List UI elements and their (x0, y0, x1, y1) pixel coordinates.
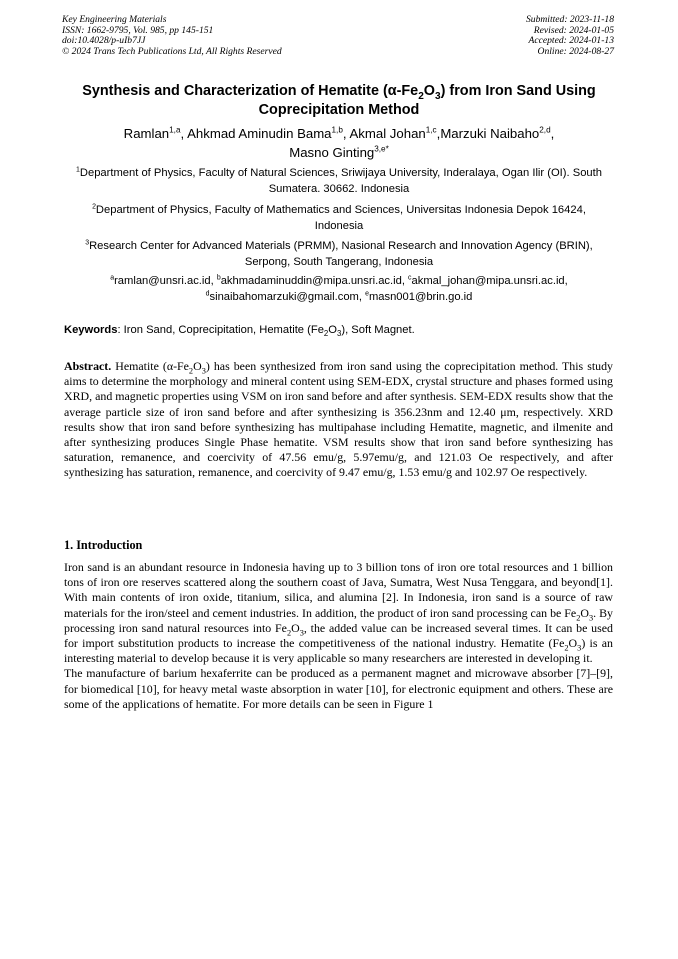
email: $^c$akmal_johan@mipa.unsri.ac.id, (408, 274, 568, 287)
header-left (62, 15, 282, 57)
running-header (62, 15, 614, 57)
author: Masno Ginting$^{3,e*}$ (289, 144, 389, 160)
section-heading-introduction: 1. Introduction (64, 538, 143, 552)
affiliation-2: $^2$Department of Physics, Faculty of Mathematics and Sciences, Universitas Indonesia Depok 16424, Indonesia (92, 203, 586, 232)
header-right (526, 15, 614, 57)
introduction-body (64, 560, 613, 712)
accepted-date: Accepted: 2024-01-13 (528, 35, 614, 47)
revised-date: Revised: 2024-01-05 (533, 24, 614, 36)
email: $^e$masn001@brin.go.id (365, 289, 473, 303)
email: $^d$sinaibahomarzuki@gmail.com, (205, 289, 366, 303)
keywords-line: Keywords: Iron Sand, Coprecipitation, Hematite $(Fe_2O_3)$, Soft Magnet. (64, 324, 415, 339)
author: Marzuki Naibaho$^{2,d}$, (440, 125, 555, 141)
journal-name: Key Engineering Materials (62, 14, 167, 25)
online-date: Online: 2024-08-27 (537, 45, 614, 57)
email: $^b$akhmadaminuddin@mipa.unsri.ac.id, (216, 274, 409, 287)
author: Akmal Johan$^{1,c}$, (349, 125, 441, 141)
issn-line: ISSN: 1662-9795, Vol. 985, pp 145-151 (62, 24, 214, 36)
abstract-label: Abstract. (64, 359, 112, 373)
paragraph: The manufacture of barium hexaferrite can be produced as a permanent magnet and microwave absorber [7]–[9], for biomedical [10], for heavy metal waste absorption in water [10], for electronic equipment and others. These are some of the applications of hematite. For more details can be seen in Figure 1 (64, 666, 613, 711)
affiliation-3: $^3$Research Center for Advanced Materials (PRMM), Nasional Research and Innovation Agency (BRIN), Serpong, South Tangerang, Indonesia (85, 239, 593, 268)
author-emails (70, 274, 608, 305)
author: Ramlan$^{1,a}$, (123, 125, 188, 141)
doi-line: doi:10.4028/p-uIb7JJ (62, 35, 146, 47)
copyright-line: © 2024 Trans Tech Publications Ltd, All Rights Reserved (62, 45, 282, 57)
keywords-label: Keywords (64, 324, 118, 336)
author: Ahkmad Aminudin Bama$^{1,b}$, (187, 125, 350, 141)
abstract: Abstract. Hematite $(\alpha-Fe_2O_3)$ has been synthesized from iron sand using the coprecipitation method. This study aims to determine the morphology and mineral content using SEM-EDX, crystal structure and phases formed using XRD, and magnetic properties using VSM on iron sand before and after synthesis. SEM-EDX results show that the average particle size of iron sand before and after synthesizing is 356.23nm and 12.40 μm, respectively. XRD results show that iron sand before synthesizing has multipahase including Hematite, magnetic, and ilmenite and after synthesizing produces Single Phase hematite. VSM results show that iron sand before synthesizing has saturation, remanence, and coercivity of 47.56 emu/g, 5.97emu/g, and 121.03 Oe respectively, and after synthesizing has saturation, remanence, and coercivity of 9.47 emu/g, 1.53 emu/g and 102.97 Oe respectively. (64, 359, 613, 480)
email: $^a$ramlan@unsri.ac.id, (110, 274, 217, 287)
author-list (64, 125, 614, 162)
paragraph: Iron sand is an abundant resource in Indonesia having up to 3 billion tons of iron ore total resources and 1 billion tons of iron ore reserves scattered along the southern coast of Java, Sumatra, West Nusa Tenggara, and beyond[1]. With main contents of iron oxide, titanium, silica, and alumina [2]. In Indonesia, iron sand is a source of raw materials for the iron/steel and cement industries. In addition, the product of iron sand processing can be $Fe_2O_3$. By processing iron sand natural resources into $Fe_2O_3$, the added value can be increased several times. It can be used for import substitution products to increase the competitiveness of the national industry. Hematite $(Fe_2O_3)$ is an interesting material to develop because it is very applicable so many researchers are interested in developing it. (64, 560, 614, 666)
submitted-date: Submitted: 2023-11-18 (525, 14, 614, 25)
affiliation-1: $^1$Department of Physics, Faculty of Natural Sciences, Sriwijaya University, Inderalaya, Ogan Ilir (OI). South Sumatera. 30662. Indonesia (76, 166, 602, 195)
paper-title: Synthesis and Characterization of Hematite $(\alpha-Fe_2O_3)$ from Iron Sand Using Coprecipitation Method (82, 83, 596, 118)
